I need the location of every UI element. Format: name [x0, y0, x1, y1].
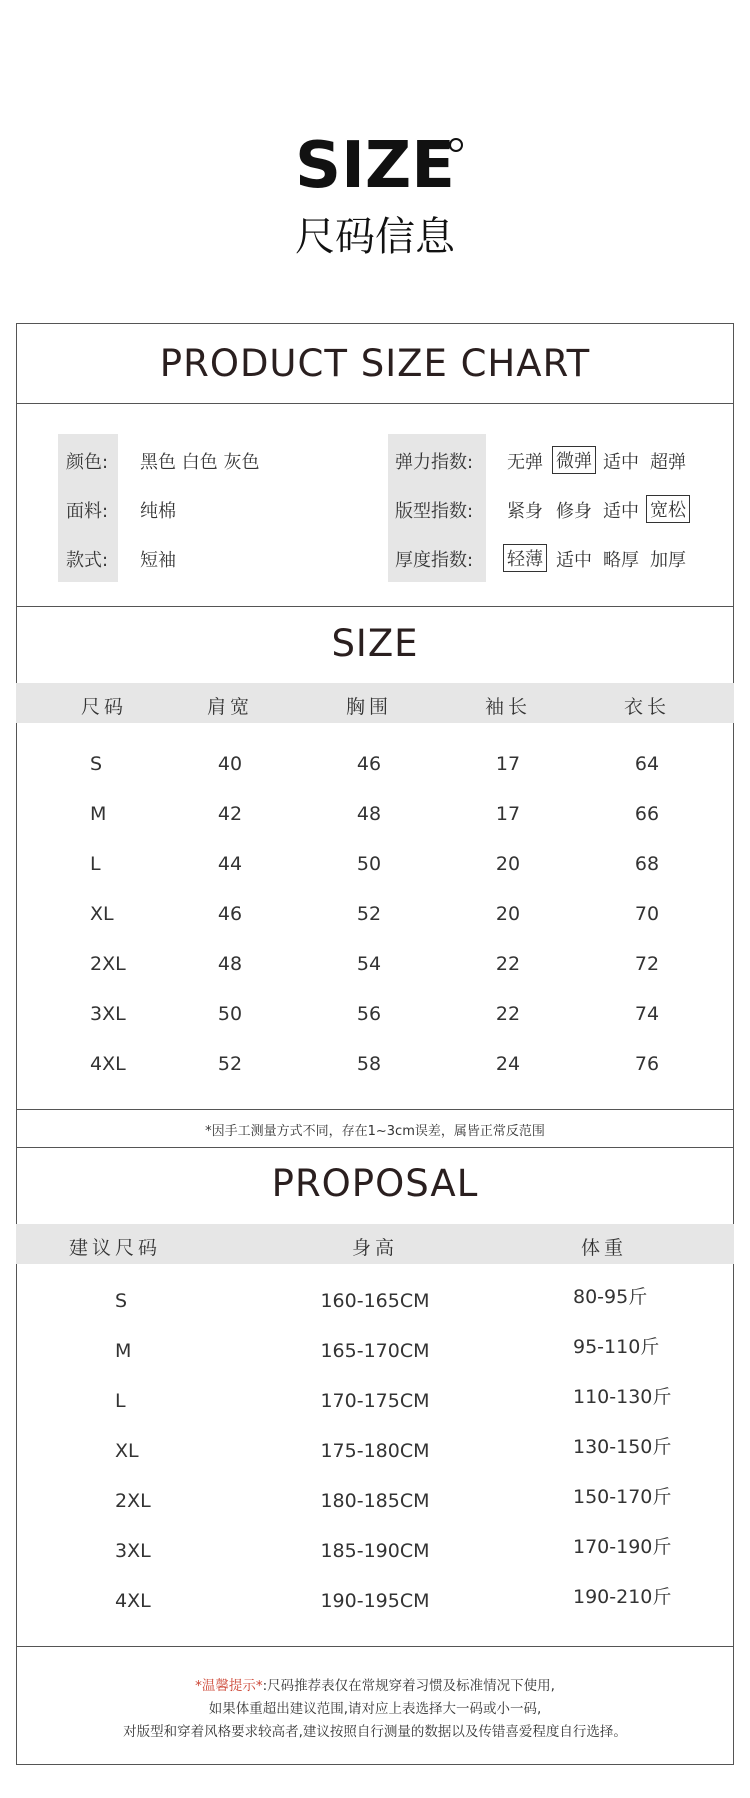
size-header-shoulder: 肩宽 [206, 696, 253, 718]
proposal-cell-weight: 170-190斤 [573, 1536, 672, 1558]
size-cell-value: 66 [634, 803, 660, 825]
size-header-sleeve: 袖长 [484, 696, 531, 718]
size-header-chest: 胸围 [345, 696, 392, 718]
proposal-cell-size: M [115, 1340, 132, 1362]
size-cell-value: 24 [495, 1053, 521, 1075]
size-cell-size: 3XL [90, 1003, 126, 1025]
elasticity-option-selected: 微弹 [552, 446, 596, 474]
proposal-cell-weight: 190-210斤 [573, 1586, 672, 1608]
proposal-header-size: 建议尺码 [68, 1237, 161, 1259]
elasticity-option: 超弹 [650, 452, 686, 473]
proposal-cell-height: 185-190CM [320, 1540, 430, 1562]
degree-circle-icon [449, 138, 463, 152]
size-title [0, 128, 750, 204]
size-cell-value: 54 [356, 953, 382, 975]
size-cell-value: 22 [495, 953, 521, 975]
elasticity-option: 适中 [603, 452, 639, 473]
size-cell-value: 46 [217, 903, 243, 925]
size-cell-value: 52 [217, 1053, 243, 1075]
attr-label-style: 款式: [66, 550, 109, 571]
tips-prefix: *温馨提示* [195, 1678, 263, 1694]
size-cell-size: M [90, 803, 107, 825]
thickness-option: 略厚 [603, 550, 639, 571]
size-cell-value: 58 [356, 1053, 382, 1075]
proposal-cell-height: 170-175CM [320, 1390, 430, 1412]
attr-label-color: 颜色: [66, 452, 109, 473]
size-cell-value: 48 [356, 803, 382, 825]
proposal-cell-height: 180-185CM [320, 1490, 430, 1512]
size-cell-value: 42 [217, 803, 243, 825]
attr-label-elasticity: 弹力指数: [395, 452, 474, 473]
attr-value-style: 短袖 [140, 550, 176, 571]
size-table-note: *因手工测量方式不同，存在1~3cm误差，属皆正常反范围 [205, 1124, 545, 1139]
divider [16, 1646, 734, 1647]
size-cell-value: 17 [495, 753, 521, 775]
size-cell-value: 52 [356, 903, 382, 925]
proposal-cell-height: 160-165CM [320, 1290, 430, 1312]
fit-option-selected: 宽松 [646, 495, 690, 523]
tips-line-2: 如果体重超出建议范围,请对应上表选择大一码或小一码, [208, 1701, 542, 1717]
thickness-option: 加厚 [650, 550, 686, 571]
divider [16, 403, 734, 404]
size-cell-value: 64 [634, 753, 660, 775]
size-cell-value: 17 [495, 803, 521, 825]
size-cell-value: 20 [495, 903, 521, 925]
size-header-size: 尺码 [80, 696, 127, 718]
tips-line-3: 对版型和穿着风格要求较高者,建议按照自行测量的数据以及传错喜爱程度自行选择。 [123, 1724, 627, 1740]
size-cell-size: L [90, 853, 101, 875]
size-title-text: SIZE [294, 129, 456, 203]
size-cell-value: 68 [634, 853, 660, 875]
size-subtitle: 尺码信息 [295, 214, 455, 260]
size-cell-value: 22 [495, 1003, 521, 1025]
attr-label-fabric: 面料: [66, 501, 109, 522]
elasticity-option: 无弹 [507, 452, 543, 473]
proposal-header-weight: 体重 [580, 1237, 627, 1259]
thickness-option-selected: 轻薄 [503, 544, 547, 572]
proposal-header-height: 身高 [351, 1237, 398, 1259]
product-chart-title: PRODUCT SIZE CHART [159, 342, 591, 385]
attr-value-fabric: 纯棉 [140, 501, 176, 522]
size-cell-value: 48 [217, 953, 243, 975]
size-cell-value: 50 [356, 853, 382, 875]
proposal-cell-weight: 95-110斤 [573, 1336, 660, 1358]
proposal-cell-weight: 130-150斤 [573, 1436, 672, 1458]
proposal-cell-size: L [115, 1390, 126, 1412]
proposal-cell-weight: 150-170斤 [573, 1486, 672, 1508]
tips-line-1 [16, 1674, 734, 1694]
fit-option: 紧身 [507, 501, 543, 522]
attr-value-color: 黑色 白色 灰色 [140, 452, 260, 473]
size-cell-value: 74 [634, 1003, 660, 1025]
size-table-title: SIZE [331, 622, 419, 665]
size-cell-size: 2XL [90, 953, 126, 975]
fit-option: 适中 [603, 501, 639, 522]
proposal-cell-weight: 80-95斤 [573, 1286, 648, 1308]
size-header-length: 衣长 [623, 696, 670, 718]
size-cell-value: 20 [495, 853, 521, 875]
proposal-cell-weight: 110-130斤 [573, 1386, 672, 1408]
size-cell-value: 50 [217, 1003, 243, 1025]
proposal-cell-height: 175-180CM [320, 1440, 430, 1462]
size-cell-value: 40 [217, 753, 243, 775]
size-cell-value: 56 [356, 1003, 382, 1025]
size-cell-value: 70 [634, 903, 660, 925]
proposal-cell-height: 165-170CM [320, 1340, 430, 1362]
divider [16, 1147, 734, 1148]
size-cell-value: 44 [217, 853, 243, 875]
attr-label-fit: 版型指数: [395, 501, 474, 522]
size-cell-value: 46 [356, 753, 382, 775]
proposal-cell-height: 190-195CM [320, 1590, 430, 1612]
size-cell-size: XL [90, 903, 114, 925]
proposal-cell-size: XL [115, 1440, 139, 1462]
fit-option: 修身 [556, 501, 592, 522]
size-cell-value: 76 [634, 1053, 660, 1075]
proposal-table-title: PROPOSAL [271, 1162, 479, 1205]
divider [16, 1109, 734, 1110]
size-cell-size: S [90, 753, 103, 775]
proposal-cell-size: S [115, 1290, 128, 1312]
proposal-cell-size: 4XL [115, 1590, 151, 1612]
thickness-option: 适中 [556, 550, 592, 571]
proposal-cell-size: 2XL [115, 1490, 151, 1512]
attr-label-thickness: 厚度指数: [395, 550, 474, 571]
size-cell-size: 4XL [90, 1053, 126, 1075]
divider [16, 606, 734, 607]
size-cell-value: 72 [634, 953, 660, 975]
tips-text: :尺码推荐表仅在常规穿着习惯及标准情况下使用, [262, 1678, 555, 1694]
proposal-cell-size: 3XL [115, 1540, 151, 1562]
